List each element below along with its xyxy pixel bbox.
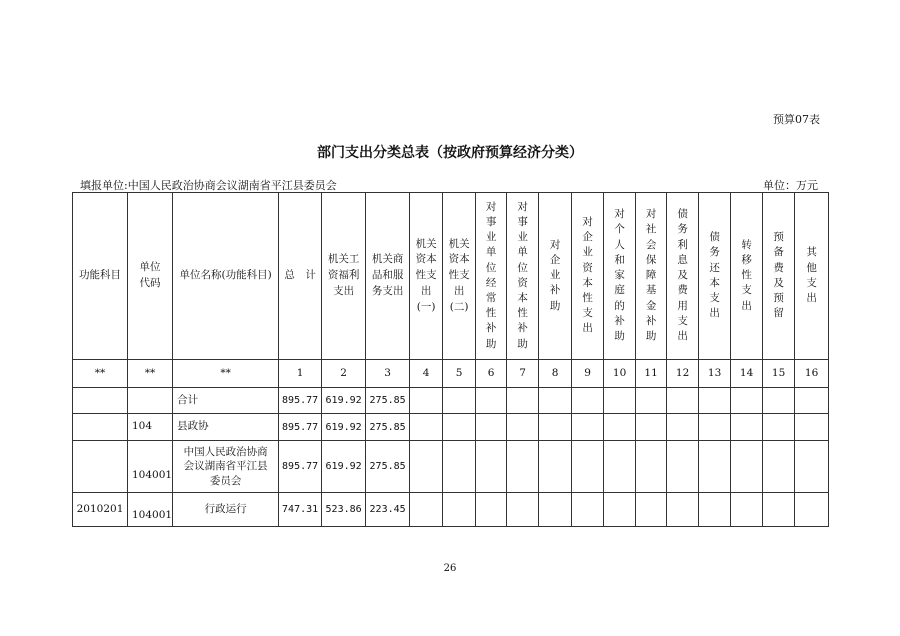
- name-cell: 中国人民政治协商会议湖南省平江县委员会: [173, 441, 279, 493]
- header-c7: 对事业单位资本性补助: [507, 193, 539, 360]
- header-c3: 机关商品和服务支出: [366, 193, 410, 360]
- header-c5: 机关资本性支出(二): [443, 193, 476, 360]
- header-c10: 对个人和家庭的补助: [604, 193, 636, 360]
- index-cell: 5: [443, 360, 476, 388]
- index-cell: 2: [322, 360, 366, 388]
- name-cell: 行政运行: [173, 493, 279, 527]
- total-cell: 895.77: [279, 441, 322, 493]
- header-c9: 对企业资本性支出: [572, 193, 604, 360]
- index-cell: 10: [604, 360, 636, 388]
- name-cell: 县政协: [173, 414, 279, 441]
- header-total: 总 计: [279, 193, 322, 360]
- header-c16: 其他支出: [795, 193, 829, 360]
- c2-cell: 523.86: [322, 493, 366, 527]
- index-cell: **: [173, 360, 279, 388]
- money-unit: 单位：万元: [763, 179, 818, 192]
- header-c15: 预备费及预留: [763, 193, 795, 360]
- index-cell: 14: [731, 360, 763, 388]
- page-title: 部门支出分类总表（按政府预算经济分类）: [317, 145, 583, 161]
- total-cell: 747.31: [279, 493, 322, 527]
- header-c12: 债务利息及费用支出: [667, 193, 699, 360]
- index-cell: 13: [699, 360, 731, 388]
- fill-unit: 填报单位:中国人民政治协商会议湖南省平江县委员会: [80, 179, 337, 192]
- index-cell: 16: [795, 360, 829, 388]
- index-cell: 8: [539, 360, 572, 388]
- page-number: 26: [443, 563, 457, 574]
- table-row: [73, 493, 829, 527]
- total-cell: 895.77: [279, 414, 322, 441]
- index-cell: 15: [763, 360, 795, 388]
- index-cell: **: [128, 360, 173, 388]
- header-c6: 对事业单位经常性补助: [476, 193, 507, 360]
- func-cell: [73, 441, 128, 493]
- header-row: [73, 193, 829, 360]
- header-c13: 债务还本支出: [699, 193, 731, 360]
- index-cell: 7: [507, 360, 539, 388]
- index-row: [73, 360, 829, 388]
- code-cell: 104: [128, 414, 173, 441]
- func-cell: 2010201: [73, 493, 128, 527]
- index-cell: 6: [476, 360, 507, 388]
- code-cell: 104001: [128, 493, 173, 527]
- header-unit-name: 单位名称(功能科目): [173, 193, 279, 360]
- c3-cell: 275.85: [366, 441, 410, 493]
- index-cell: **: [73, 360, 128, 388]
- header-unit-code: 单位代码: [128, 193, 173, 360]
- code-cell: 104001: [128, 441, 173, 493]
- index-cell: 11: [636, 360, 667, 388]
- header-c8: 对企业补助: [539, 193, 572, 360]
- table-row: [73, 414, 829, 441]
- index-cell: 4: [410, 360, 443, 388]
- expenditure-table: [72, 192, 829, 527]
- code-cell: [128, 388, 173, 414]
- func-cell: [73, 388, 128, 414]
- c2-cell: 619.92: [322, 414, 366, 441]
- index-cell: 3: [366, 360, 410, 388]
- header-c2: 机关工资福利支出: [322, 193, 366, 360]
- table-number: 预算07表: [773, 113, 820, 126]
- c3-cell: 275.85: [366, 414, 410, 441]
- header-c14: 转移性支出: [731, 193, 763, 360]
- c2-cell: 619.92: [322, 441, 366, 493]
- index-cell: 1: [279, 360, 322, 388]
- table-row: [73, 388, 829, 414]
- index-cell: 9: [572, 360, 604, 388]
- header-func-subject: 功能科目: [73, 193, 128, 360]
- c3-cell: 275.85: [366, 388, 410, 414]
- name-cell: 合计: [173, 388, 279, 414]
- header-c11: 对社会保障基金补助: [636, 193, 667, 360]
- c2-cell: 619.92: [322, 388, 366, 414]
- func-cell: [73, 414, 128, 441]
- index-cell: 12: [667, 360, 699, 388]
- total-cell: 895.77: [279, 388, 322, 414]
- header-c4: 机关资本性支出(一): [410, 193, 443, 360]
- table-row: [73, 441, 829, 493]
- c3-cell: 223.45: [366, 493, 410, 527]
